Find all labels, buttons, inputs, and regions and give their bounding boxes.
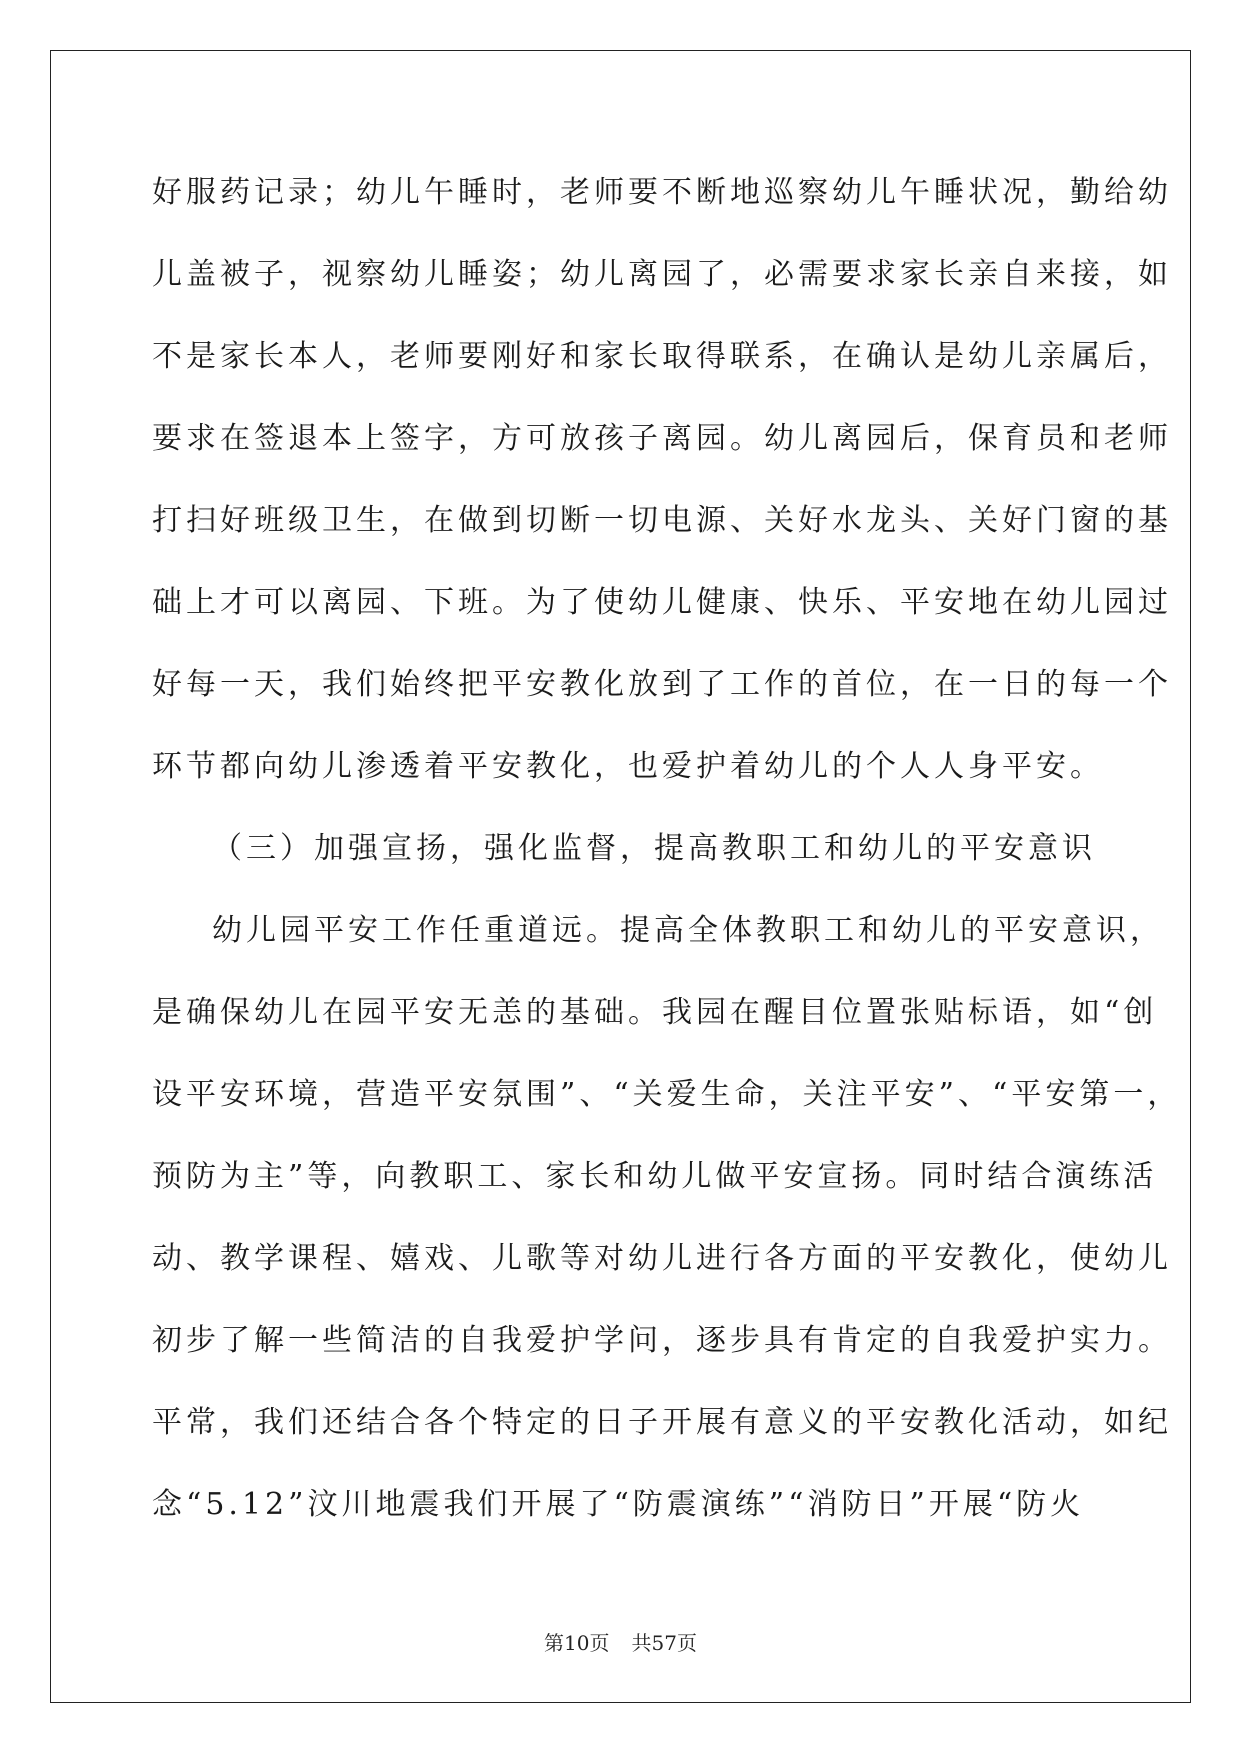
paragraph-start-line: 幼儿园平安工作任重道远。提高全体教职工和幼儿的平安意识， xyxy=(212,913,1164,948)
text-line: 预防为主”等，向教职工、家长和幼儿做平安宣扬。同时结合演练活 xyxy=(152,1159,1158,1194)
text-line: 础上才可以离园、下班。为了使幼儿健康、快乐、平安地在幼儿园过 xyxy=(152,585,1172,620)
text-line: 好每一天，我们始终把平安教化放到了工作的首位，在一日的每一个 xyxy=(152,667,1172,702)
text-line: 打扫好班级卫生，在做到切断一切电源、关好水龙头、关好门窗的基 xyxy=(152,503,1172,538)
page-footer xyxy=(0,1629,1241,1657)
page-total: 共57页 xyxy=(631,1631,697,1655)
document-body xyxy=(152,164,1182,1558)
text-line: 好服药记录；幼儿午睡时，老师要不断地巡察幼儿午睡状况，勤给幼 xyxy=(152,175,1172,210)
text-line: 念“5.12”汶川地震我们开展了“防震演练”“消防日”开展“防火 xyxy=(152,1487,1085,1522)
text-line: 环节都向幼儿渗透着平安教化，也爱护着幼儿的个人人身平安。 xyxy=(152,749,1104,784)
text-line: 设平安环境，营造平安氛围”、“关爱生命，关注平安”、“平安第一， xyxy=(152,1077,1182,1112)
text-line: 平常，我们还结合各个特定的日子开展有意义的平安教化活动，如纪 xyxy=(152,1405,1172,1440)
text-line: 初步了解一些简洁的自我爱护学问，逐步具有肯定的自我爱护实力。 xyxy=(152,1323,1172,1358)
text-line: 是确保幼儿在园平安无恙的基础。我园在醒目位置张贴标语，如“创 xyxy=(152,995,1158,1030)
text-line: 要求在签退本上签字，方可放孩子离园。幼儿离园后，保育员和老师 xyxy=(152,421,1172,456)
text-line: 动、教学课程、嬉戏、儿歌等对幼儿进行各方面的平安教化，使幼儿 xyxy=(152,1241,1172,1276)
text-line: 不是家长本人，老师要刚好和家长取得联系，在确认是幼儿亲属后， xyxy=(152,339,1172,374)
text-line: 儿盖被子，视察幼儿睡姿；幼儿离园了，必需要求家长亲自来接，如 xyxy=(152,257,1172,292)
section-heading: （三）加强宣扬，强化监督，提高教职工和幼儿的平安意识 xyxy=(212,831,1096,866)
page-number: 第10页 xyxy=(544,1631,610,1655)
